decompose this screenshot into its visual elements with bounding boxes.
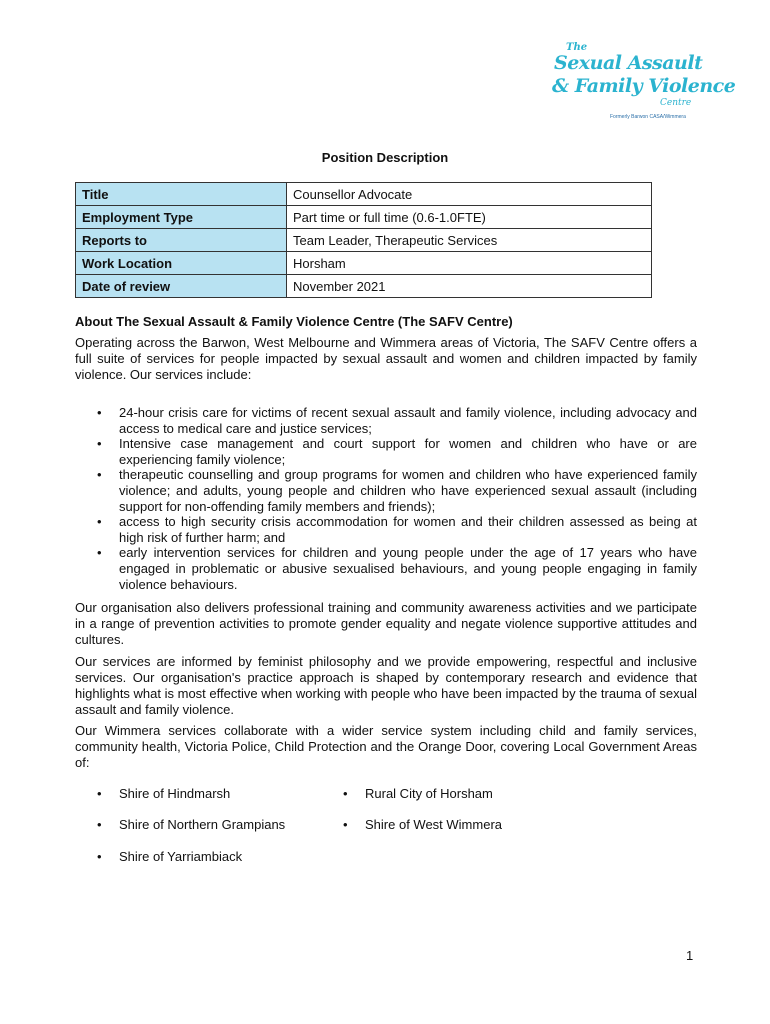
about-heading: About The Sexual Assault & Family Violence Centre (The SAFV Centre) (75, 314, 513, 329)
list-item: • access to high security crisis accommodation for women and their children assessed as being at high risk of further harm; and (75, 514, 697, 545)
table-row (76, 206, 652, 229)
logo-tagline: Formerly Barwon CASA/Wimmera (610, 114, 686, 120)
row-value: November 2021 (287, 275, 652, 298)
document-title: Position Description (321, 150, 449, 165)
services-list (75, 405, 697, 592)
bullet-icon: • (97, 786, 102, 801)
logo-line-3: Centre (660, 98, 692, 108)
bullet-icon: • (97, 817, 102, 832)
row-value: Horsham (287, 252, 652, 275)
intro-paragraph: Operating across the Barwon, West Melbourne and Wimmera areas of Victoria, The SAFV Centre offers a full suite of services for people impacted by sexual assault and women and children impacted by family violence. Our services include: (75, 335, 697, 382)
row-key: Date of review (76, 275, 287, 298)
list-item: • Intensive case management and court support for women and children who have or are experiencing family violence; (75, 436, 697, 467)
table-row (76, 229, 652, 252)
bullet-icon: • (343, 786, 348, 801)
row-value: Part time or full time (0.6-1.0FTE) (287, 206, 652, 229)
bullet-icon: • (97, 849, 102, 864)
logo-the: The (566, 42, 588, 53)
logo-line-2: & Family Violence (552, 75, 736, 97)
wimmera-paragraph: Our Wimmera services collaborate with a wider service system including child and family services, community health, Victoria Police, Child Protection and the Orange Door, covering Local Government Areas of: (75, 723, 697, 770)
table-row (76, 183, 652, 206)
list-item: • early intervention services for children and young people under the age of 17 years who have engaged in problematic or abusive sexualised behaviours, and young people engaging in family violence behaviours. (75, 545, 697, 592)
row-value: Counsellor Advocate (287, 183, 652, 206)
logo-line-1: Sexual Assault (554, 52, 703, 74)
row-key: Title (76, 183, 287, 206)
training-paragraph: Our organisation also delivers professional training and community awareness activities and we participate in a range of prevention activities to promote gender equality and negate violence supportive attitudes and cultures. (75, 600, 697, 647)
row-key: Employment Type (76, 206, 287, 229)
page-number: 1 (686, 948, 694, 963)
row-key: Reports to (76, 229, 287, 252)
list-item: • 24-hour crisis care for victims of recent sexual assault and family violence, including advocacy and access to medical care and justice services; (75, 405, 697, 436)
table-row (76, 252, 652, 275)
row-value: Team Leader, Therapeutic Services (287, 229, 652, 252)
position-info-table (75, 182, 652, 298)
table-row (76, 275, 652, 298)
bullet-icon: • (343, 817, 348, 832)
organisation-logo (548, 42, 736, 124)
philosophy-paragraph: Our services are informed by feminist philosophy and we provide empowering, respectful and inclusive services. Our organisation's practice approach is shaped by contemporary research and evidence that highlights what is most effective when working with people who have been impacted by the trauma of sexual assault and family violence. (75, 654, 697, 717)
list-item: • therapeutic counselling and group programs for women and children who have experienced family violence; and adults, young people and children who have experienced sexual assault (including support for non-offending family members and friends); (75, 467, 697, 514)
row-key: Work Location (76, 252, 287, 275)
